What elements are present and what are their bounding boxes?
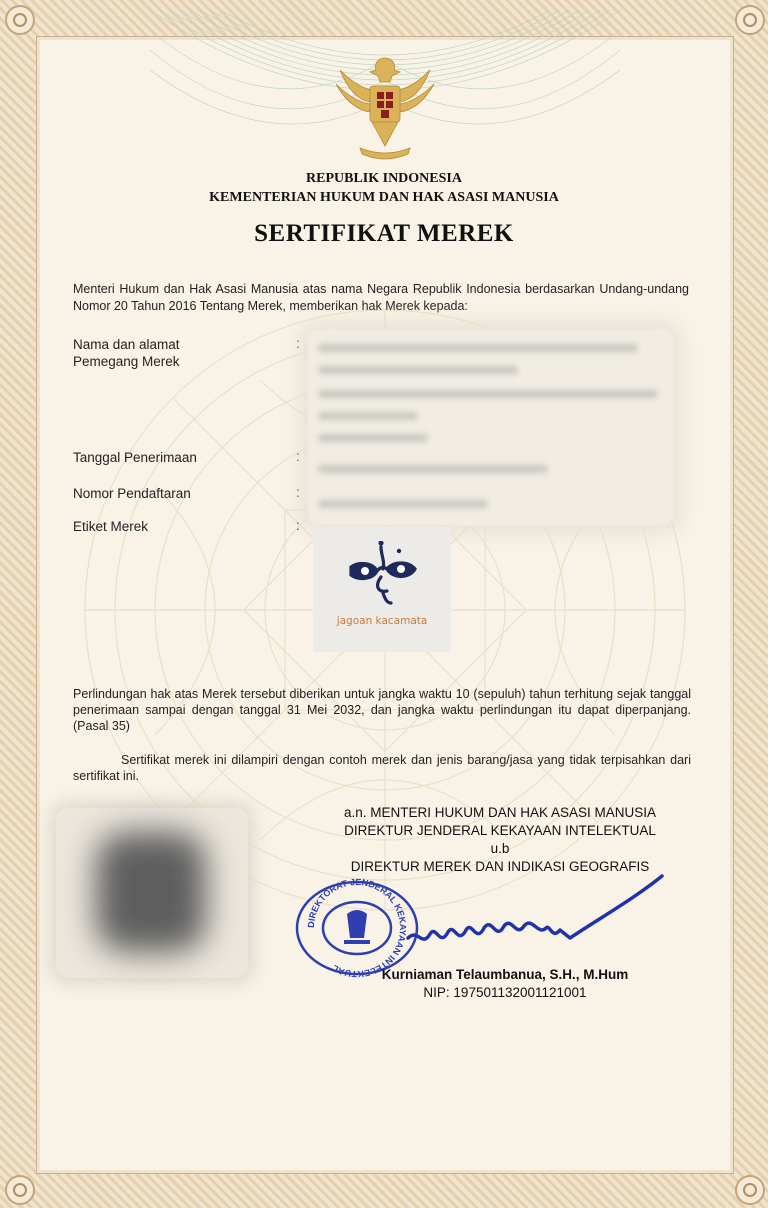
received-colon: : bbox=[296, 449, 300, 464]
attachment-paragraph: Sertifikat merek ini dilampiri dengan contoh merek dan jenis barang/jasa yang tidak terpisahkan dari sertifikat ini. bbox=[73, 753, 691, 783]
electronic-signature-note bbox=[0, 1180, 768, 1186]
ministry-heading: KEMENTERIAN HUKUM DAN HAK ASASI MANUSIA bbox=[209, 190, 559, 205]
redacted-photo bbox=[56, 808, 248, 978]
holder-label-line2: Pemegang Merek bbox=[73, 354, 180, 369]
brand-logo-text: jagoan kacamata bbox=[336, 615, 428, 627]
stamp-text: DIREKTORAT JENDERAL KEKAYAAN INTELEKTUAL bbox=[305, 878, 409, 978]
signatory-name: Kurniaman Telaumbanua, S.H., M.Hum bbox=[381, 967, 629, 982]
corner-ornament-icon bbox=[5, 5, 35, 35]
country-heading: REPUBLIK INDONESIA bbox=[306, 171, 462, 186]
registration-colon: : bbox=[296, 485, 300, 500]
redacted-holder-info bbox=[308, 330, 673, 525]
garuda-emblem-icon bbox=[330, 50, 440, 165]
brand-label-colon: : bbox=[296, 518, 300, 533]
signatory-line4: DIREKTUR MEREK DAN INDIKASI GEOGRAFIS bbox=[350, 859, 650, 874]
handwritten-signature bbox=[400, 868, 670, 968]
holder-colon: : bbox=[296, 336, 300, 351]
glasses-logo-icon bbox=[347, 541, 419, 611]
holder-label-line1: Nama dan alamat bbox=[73, 337, 180, 352]
registration-number-label: Nomor Pendaftaran bbox=[73, 486, 191, 501]
certificate-title: SERTIFIKAT MEREK bbox=[254, 220, 514, 247]
signatory-nip: NIP: 197501132001121001 bbox=[423, 985, 587, 1000]
protection-paragraph: Perlindungan hak atas Merek tersebut diberikan untuk jangka waktu 10 (sepuluh) tahun terhitung sejak tanggal penerimaan sampai dengan tanggal 31 Mei 2032, dan jangka waktu perlindungan itu dapat diperpanjang. (Pasal 35) bbox=[73, 687, 691, 733]
signatory-line1: a.n. MENTERI HUKUM DAN HAK ASASI MANUSIA bbox=[343, 805, 657, 820]
intro-text: Menteri Hukum dan Hak Asasi Manusia atas nama Negara Republik Indonesia berdasarkan Undang-undang Nomor 20 Tahun 2016 Tentang Merek, memberikan hak Merek kepada: bbox=[73, 282, 689, 313]
brand-logo-box bbox=[313, 527, 451, 652]
signatory-line2: DIREKTUR JENDERAL KEKAYAAN INTELEKTUAL bbox=[344, 823, 656, 838]
brand-label-label: Etiket Merek bbox=[73, 519, 149, 534]
signatory-line3: u.b bbox=[490, 841, 510, 856]
received-date-label: Tanggal Penerimaan bbox=[73, 450, 197, 465]
corner-ornament-icon bbox=[735, 5, 765, 35]
